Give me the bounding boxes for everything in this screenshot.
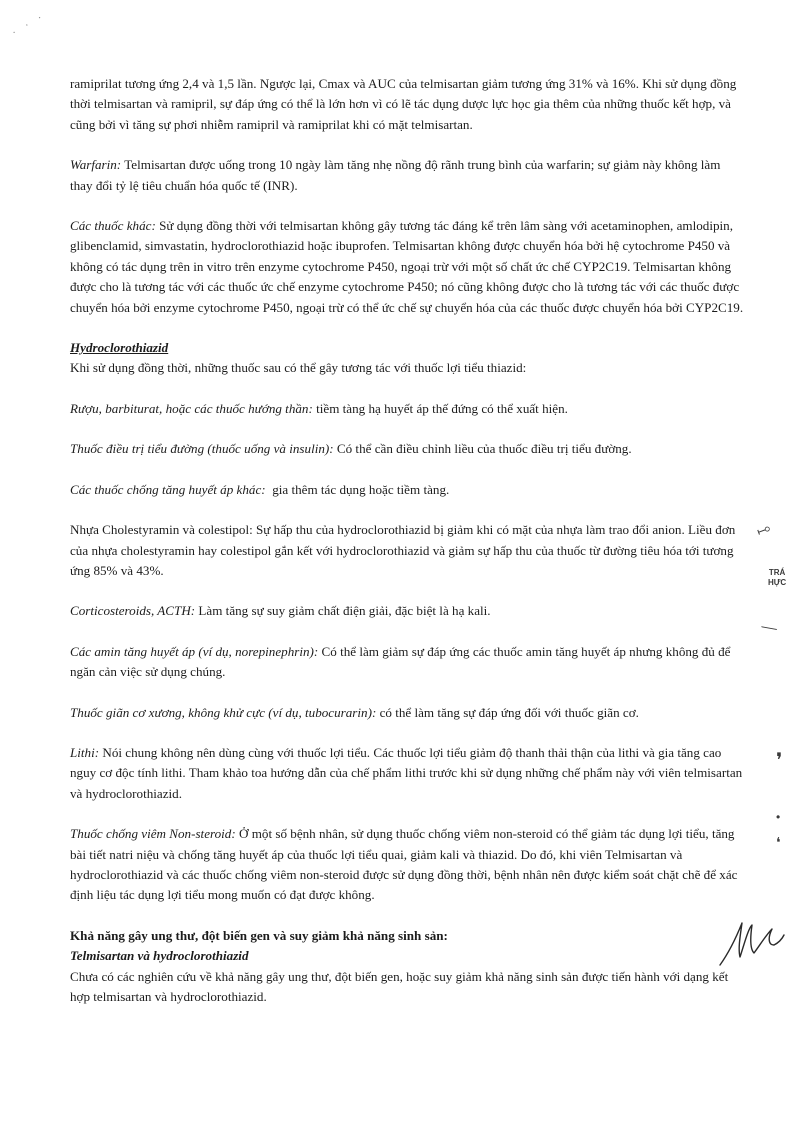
- paragraph-muscle-relaxants: Thuốc giãn cơ xương, không khử cực (ví dụ, tubocurarin): có thể làm tăng sự đáp ứng đối với thuốc giãn cơ.: [70, 704, 639, 720]
- other-drugs-label: Các thuốc khác:: [70, 218, 156, 234]
- margin-tick-mark: ❛: [776, 834, 781, 850]
- margin-tick-mark: •: [776, 810, 781, 824]
- paragraph-pressor-amines: Các amin tăng huyết áp (ví dụ, norepinephrin): Có thể làm giảm sự đáp ứng các thuốc amin tăng huyết áp nhưng không đủ để ngăn cản việc sử dụng chúng.: [70, 643, 731, 680]
- paragraph-warfarin: Warfarin: Telmisartan được uống trong 10 ngày làm tăng nhẹ nồng độ rãnh trung bình của warfarin; sự giảm này không làm thay đổi tỷ lệ tiêu chuẩn hóa quốc tế (INR).: [70, 157, 721, 193]
- paragraph-lithium: Lithi: Nói chung không nên dùng cùng với thuốc lợi tiểu. Các thuốc lợi tiểu giảm độ thanh thải thận của lithi và gia tăng cao nguy cơ độc tính lithi. Tham khảo toa hướng dẫn của chế phẩm lithi trước khi sử dụng những chế phẩm này với viên telmisartan và hydroclorothiazid.: [70, 744, 743, 801]
- margin-stamp-fragment-top: ⟟: [753, 523, 775, 537]
- heading-hydroclorothiazid: Hydroclorothiazid: [70, 340, 169, 356]
- paragraph-thiazid-intro: Khi sử dụng đồng thời, những thuốc sau có thể gây tương tác với thuốc lợi tiểu thiazid:: [70, 360, 527, 376]
- paragraph-antidiabetic: Thuốc điều trị tiểu đường (thuốc uống và insulin): Có thể cần điều chỉnh liều của thuốc điều trị tiểu đường.: [70, 441, 632, 457]
- paragraph-other-drugs: Các thuốc khác: Sử dụng đồng thời với telmisartan không gây tương tác đáng kể trên lâm sàng với acetaminophen, amlodipin, glibenclamid, simvastatin, hydroclorothiazid hoặc ibuprofen. Telmisartan không được chuyển hóa bởi hệ cytochrome P450 và không có tác dụng trên in vitro trên enzyme cytochrome P450, ngoại trừ với một số chất ức chế CYP2C19. Telmisartan không được cho là tương tác với các thuốc ức chế enzyme cytochrome P450; nó cũng không được cho là tương tác với các thuốc được chuyển hóa bởi enzyme cytochrome P450, ngoại trừ có thể ức chế sự chuyển hóa của các thuốc được chuyển hóa bởi CYP2C19.: [70, 218, 744, 315]
- paragraph-ramipril-interaction: ramiprilat tương ứng 2,4 và 1,5 lần. Ngược lại, Cmax và AUC của telmisartan giảm tương ứng 31% và 16%. Khi sử dụng đồng thời telmisartan và ramipril, sự đáp ứng có thể là lớn hơn vì có lẽ tác dụng dược lực học gia thêm của những thuốc kết hợp, và cũng bởi vì tăng sự phơi nhiễm ramipril và ramiprilat khi có mặt telmisartan.: [70, 76, 737, 132]
- document-body: [70, 74, 746, 1027]
- paragraph-corticosteroids: Corticosteroids, ACTH: Làm tăng sự suy giảm chất điện giải, đặc biệt là hạ kali.: [70, 603, 491, 619]
- paragraph-cholestyramin: Nhựa Cholestyramin và colestipol: Sự hấp thu của hydroclorothiazid bị giảm khi có mặt của nhựa làm trao đổi anion. Liều đơn của nhựa cholestyramin hay colestipol gắn kết với hydroclorothiazid và giảm sự hấp thu của thuốc từ đường tiêu hóa tới tương ứng 85% và 43%.: [70, 522, 736, 578]
- margin-stamp-fragment-bottom: ⟋: [757, 619, 779, 638]
- paragraph-nsaid: Thuốc chống viêm Non-steroid: Ở một số bệnh nhân, sử dụng thuốc chống viêm non-steroid có thể giảm tác dụng lợi tiểu, tăng bài tiết natri niệu và chống tăng huyết áp của thuốc lợi tiểu quai, giảm kali và thiazid. Do đó, khi viên Telmisartan và hydroclorothiazid và các thuốc chống viêm non-steroid được sử dụng đồng thời, bệnh nhân nên được kiểm soát chặt chẽ để xác định liệu tác dụng lợi tiểu mong muốn có đạt được không.: [70, 826, 738, 903]
- subheading-combination: Telmisartan và hydroclorothiazid: [70, 948, 249, 964]
- margin-tick-mark: ❜: [776, 750, 783, 772]
- paragraph-alcohol: Rượu, barbiturat, hoặc các thuốc hướng thần: tiềm tàng hạ huyết áp thế đứng có thể xuất hiện.: [70, 400, 568, 416]
- scan-artifact-dots: · · ·: [9, 9, 48, 39]
- margin-stamp-text: TRÁ HỰC: [768, 568, 787, 587]
- paragraph-antihypertensive: Các thuốc chống tăng huyết áp khác: gia thêm tác dụng hoặc tiềm tàng.: [70, 481, 450, 497]
- warfarin-label: Warfarin:: [70, 157, 122, 173]
- heading-carcinogenesis: Khả năng gây ung thư, đột biến gen và suy giảm khả năng sinh sản:: [70, 927, 448, 943]
- paragraph-carcinogenesis: Chưa có các nghiên cứu về khả năng gây ung thư, đột biến gen, hoặc suy giảm khả năng sinh sản được tiến hành với dạng kết hợp telmisartan và hydroclorothiazid.: [70, 968, 729, 1004]
